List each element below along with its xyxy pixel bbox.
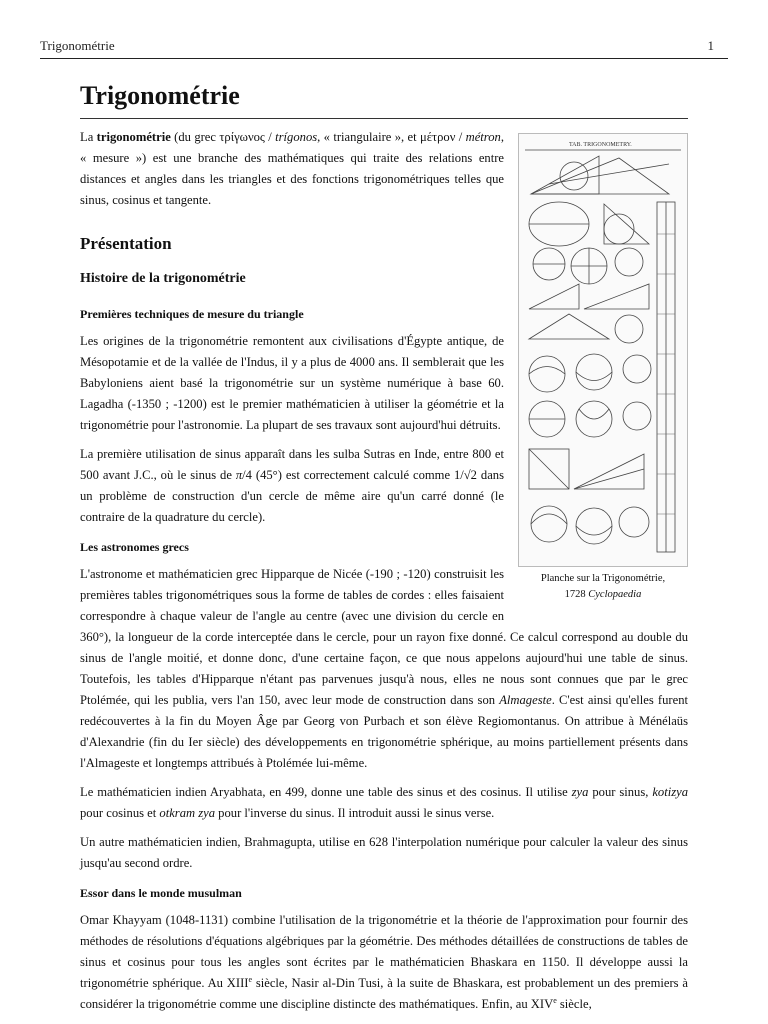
intro-paragraph: La trigonométrie (du grec τρίγωνος / trígonos, « triangulaire », et μέτρον / métron, « mesure ») est une branche des mathématiques qui traite des relations entre distances et angles dans les triangles et des fonctions trigonométriques telles que sinus, cosinus et tangente.: [80, 130, 504, 207]
section-heading-presentation: Présentation: [80, 234, 172, 253]
figure-heading: TAB. TRIGONOMETRY.: [569, 142, 632, 148]
page-title: Trigonométrie: [80, 78, 688, 119]
intro-term: trigonométrie: [96, 130, 171, 144]
paragraph-origines: Les origines de la trigonométrie remontent aux civilisations d'Égypte antique, de Mésopotamie et de la vallée de l'Indus, il y a plus de 4000 ans. Il semblerait que les Babyloniens aient basé la trigonométrie sur un système numérique à base 60. Lagadha (-1350 ; -1200) est le premier mathématicien à utiliser la géométrie et la trigonométrie pour l'astronomie. La plupart de ses travaux sont aujourd'hui détruits.: [80, 334, 504, 432]
article-body: [80, 78, 688, 1023]
paragraph-sinus: La première utilisation de sinus apparaît dans les sulba Sutras en Inde, entre 800 et 500 avant J.C., où le sinus de π/4 (45°) est correctement calculé comme 1/√2 dans un problème de construction d'un cercle de même aire qu'un carré donné (le contraire de la quadrature du cercle).: [80, 447, 504, 524]
figure-image: [518, 133, 688, 567]
figure-trigonometry-plate: [518, 133, 688, 603]
section-heading-musulman: Essor dans le monde musulman: [80, 886, 242, 900]
figure-caption-line1: Planche sur la Trigonométrie,: [540, 573, 666, 584]
paragraph-brahmagupta: Un autre mathématicien indien, Brahmagupta, utilise en 628 l'interpolation numérique pour calculer la valeur des sinus jusqu'au second ordre.: [80, 835, 688, 870]
section-heading-histoire: Histoire de la trigonométrie: [80, 271, 246, 286]
paragraph-hipparque: L'astronome et mathématicien grec Hipparque de Nicée (-190 ; -120) construisit les premières tables trigonométriques sous la forme de tables de cordes : elles faisaient correspondre à chaque valeur de l'angle au centre (avec une division du cercle en 360°), la longueur de la corde interceptée dans le cercle, pour un rayon fixe donné. Ce calcul correspond au double du sinus de l'angle moitié, et donne donc, d'une certaine façon, ce que nous appelons aujourd'hui une table de sinus. Toutefois, les tables d'Hipparque n'étant pas parvenues jusqu'à nous, elles ne nous sont connues que par le grec Ptolémée, qui les publia, vers l'an 150, avec leur mode de construction dans son Almageste. C'est ainsi qu'elles furent redécouvertes à la fin du Moyen Âge par Georg von Purbach et son élève Regiomontanus. On attribue à Ménélaüs d'Alexandrie (fin du Ier siècle) des développements en trigonométrie sphérique, au moins partiellement présents dans l'Almageste et longtemps attribués à Ptolémée lui-même.: [80, 567, 688, 770]
section-heading-premieres: Premières techniques de mesure du triangle: [80, 307, 304, 321]
paragraph-omar-khayyam: Omar Khayyam (1048-1131) combine l'utilisation de la trigonométrie et la théorie de l'approximation pour fournir des méthodes de résolutions d'équations algébriques par la géométrie. Des méthodes détaillées de constructions de tables de sinus et cosinus pour tous les angles sont écrites par le mathématicien Bhaskara en 1150. Il développe aussi la trigonométrie sphérique. Au XIIIe siècle, Nasir al-Din Tusi, à la suite de Bhaskara, est probablement un des premiers à considérer la trigonométrie comme une discipline distincte des mathématiques. Enfin, au XIVe siècle,: [80, 913, 688, 1011]
engraving-illustration: [519, 134, 687, 566]
section-heading-grecs: Les astronomes grecs: [80, 540, 189, 554]
paragraph-aryabhata: Le mathématicien indien Aryabhata, en 499, donne une table des sinus et des cosinus. Il utilise zya pour sinus, kotizya pour cosinus et otkram zya pour l'inverse du sinus. Il introduit aussi le sinus verse.: [80, 785, 688, 820]
figure-caption: [518, 571, 688, 603]
running-head-title: Trigonométrie: [40, 38, 115, 53]
figure-caption-year: 1728: [564, 589, 589, 600]
running-head: [40, 38, 714, 54]
header-rule: [40, 58, 728, 59]
page-number: 1: [707, 38, 714, 53]
figure-caption-source: Cyclopaedia: [588, 589, 642, 600]
